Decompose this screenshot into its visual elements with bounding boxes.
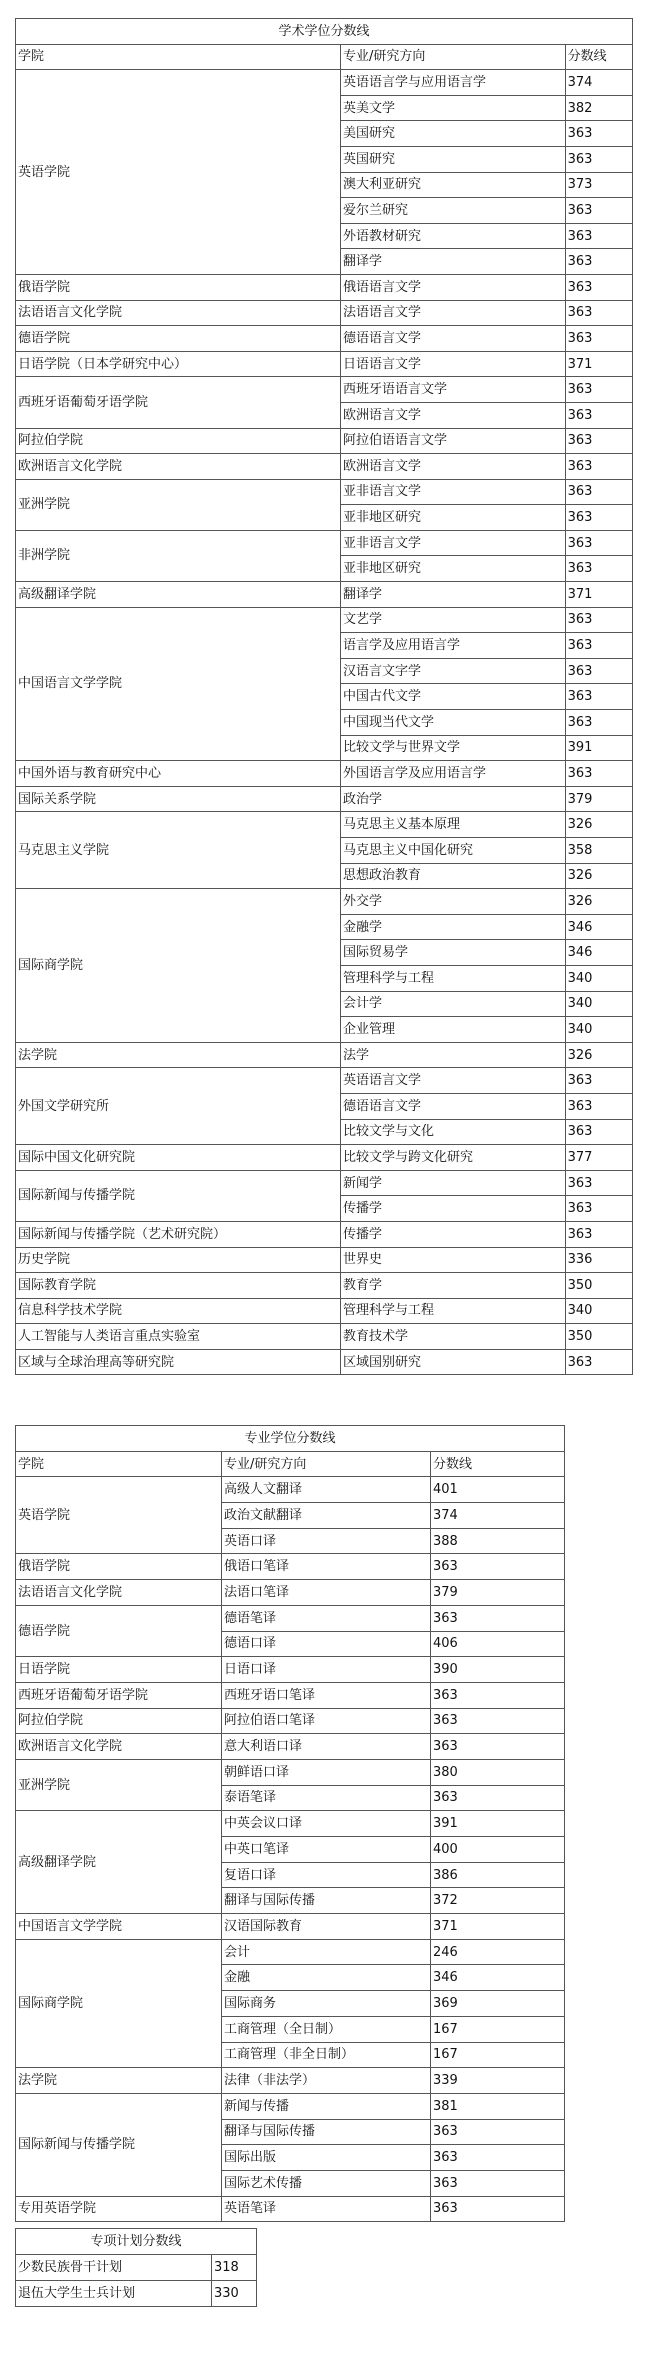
- major-cell: 日语语言文学: [340, 351, 565, 377]
- score-cell: 340: [565, 965, 632, 991]
- school-cell: 国际新闻与传播学院: [16, 2093, 222, 2196]
- major-cell: 比较文学与文化: [340, 1119, 565, 1145]
- score-cell: 363: [565, 326, 632, 352]
- table-row: [16, 1914, 565, 1940]
- table-row: [16, 2093, 565, 2119]
- score-cell: 388: [431, 1528, 565, 1554]
- major-cell: 金融: [222, 1965, 431, 1991]
- score-cell: 326: [565, 812, 632, 838]
- score-cell: 363: [565, 607, 632, 633]
- table-row: [16, 1682, 565, 1708]
- score-cell: 363: [565, 198, 632, 224]
- score-cell: 363: [431, 2196, 565, 2222]
- score-cell: 381: [431, 2093, 565, 2119]
- major-cell: 法语语言文学: [340, 300, 565, 326]
- table-row: [16, 607, 633, 633]
- score-cell: 391: [431, 1811, 565, 1837]
- major-cell: 国际艺术传播: [222, 2170, 431, 2196]
- major-cell: 泰语笔译: [222, 1785, 431, 1811]
- academic-table-title: 学术学位分数线: [16, 19, 633, 45]
- major-cell: 文艺学: [340, 607, 565, 633]
- school-cell: 日语学院: [16, 1657, 222, 1683]
- table-row: [16, 1759, 565, 1785]
- major-cell: 西班牙语口笔译: [222, 1682, 431, 1708]
- major-cell: 德语语言文学: [340, 1093, 565, 1119]
- school-cell: 国际新闻与传播学院: [16, 1170, 341, 1221]
- table-row: [16, 889, 633, 915]
- score-cell: 363: [565, 249, 632, 275]
- table-row: [16, 1554, 565, 1580]
- major-cell: 美国研究: [340, 121, 565, 147]
- major-cell: 国际商务: [222, 1991, 431, 2017]
- school-cell: 法语语言文化学院: [16, 1580, 222, 1606]
- school-cell: 德语学院: [16, 1605, 222, 1656]
- table-row: [16, 2255, 257, 2281]
- table-row: [16, 326, 633, 352]
- school-cell: 国际教育学院: [16, 1273, 341, 1299]
- score-cell: 167: [431, 2016, 565, 2042]
- major-cell: 西班牙语语言文学: [340, 377, 565, 403]
- major-cell: 管理科学与工程: [340, 965, 565, 991]
- academic-table-body: [16, 70, 633, 1375]
- table-row: [16, 582, 633, 608]
- score-cell: 400: [431, 1837, 565, 1863]
- score-cell: 363: [431, 2119, 565, 2145]
- major-cell: 会计学: [340, 991, 565, 1017]
- score-cell: 358: [565, 838, 632, 864]
- major-cell: 比较文学与跨文化研究: [340, 1145, 565, 1171]
- major-cell: 英语语言文学: [340, 1068, 565, 1094]
- score-cell: 377: [565, 1145, 632, 1171]
- table-row: [16, 351, 633, 377]
- major-cell: 传播学: [340, 1196, 565, 1222]
- score-cell: 363: [431, 1682, 565, 1708]
- school-cell: 英语学院: [16, 1477, 222, 1554]
- school-cell: 西班牙语葡萄牙语学院: [16, 1682, 222, 1708]
- score-cell: 363: [565, 223, 632, 249]
- table-row: [16, 761, 633, 787]
- major-cell: 新闻学: [340, 1170, 565, 1196]
- major-cell: 翻译与国际传播: [222, 2119, 431, 2145]
- school-cell: 国际关系学院: [16, 786, 341, 812]
- score-cell: 363: [431, 1554, 565, 1580]
- table-row: [16, 2196, 565, 2222]
- major-cell: 外交学: [340, 889, 565, 915]
- major-cell: 传播学: [340, 1221, 565, 1247]
- professional-table-title: 专业学位分数线: [16, 1426, 565, 1452]
- score-cell: 406: [431, 1631, 565, 1657]
- school-cell: 人工智能与人类语言重点实验室: [16, 1324, 341, 1350]
- major-cell: 德语口译: [222, 1631, 431, 1657]
- table-row: [16, 1580, 565, 1606]
- score-cell: 340: [565, 1298, 632, 1324]
- score-cell: 363: [565, 1119, 632, 1145]
- score-cell: 363: [565, 710, 632, 736]
- score-cell: 326: [565, 863, 632, 889]
- major-cell: 中英口笔译: [222, 1837, 431, 1863]
- major-cell: 复语口译: [222, 1862, 431, 1888]
- score-cell: 363: [565, 658, 632, 684]
- school-cell: 高级翻译学院: [16, 1811, 222, 1914]
- score-cell: 363: [565, 479, 632, 505]
- table-row: [16, 1221, 633, 1247]
- score-cell: 363: [565, 454, 632, 480]
- major-cell: 欧洲语言文学: [340, 402, 565, 428]
- score-cell: 350: [565, 1273, 632, 1299]
- table-row: [16, 1247, 633, 1273]
- major-cell: 工商管理（非全日制）: [222, 2042, 431, 2068]
- score-cell: 391: [565, 735, 632, 761]
- major-cell: 思想政治教育: [340, 863, 565, 889]
- score-cell: 372: [431, 1888, 565, 1914]
- school-cell: 西班牙语葡萄牙语学院: [16, 377, 341, 428]
- major-cell: 翻译与国际传播: [222, 1888, 431, 1914]
- major-cell: 爱尔兰研究: [340, 198, 565, 224]
- major-cell: 马克思主义基本原理: [340, 812, 565, 838]
- school-cell: 国际中国文化研究院: [16, 1145, 341, 1171]
- major-cell: 教育学: [340, 1273, 565, 1299]
- score-cell: 363: [565, 377, 632, 403]
- table-row: [16, 428, 633, 454]
- score-cell: 346: [431, 1965, 565, 1991]
- score-cell: 390: [431, 1657, 565, 1683]
- score-cell: 363: [565, 1196, 632, 1222]
- table-row: [16, 1734, 565, 1760]
- major-cell: 法学: [340, 1042, 565, 1068]
- school-cell: 区域与全球治理高等研究院: [16, 1349, 341, 1375]
- school-cell: 欧洲语言文化学院: [16, 1734, 222, 1760]
- score-cell: 340: [565, 991, 632, 1017]
- major-cell: 亚非语言文学: [340, 530, 565, 556]
- school-cell: 阿拉伯学院: [16, 1708, 222, 1734]
- major-cell: 阿拉伯语语言文学: [340, 428, 565, 454]
- table-row: [16, 300, 633, 326]
- score-cell: 363: [565, 633, 632, 659]
- major-cell: 英语笔译: [222, 2196, 431, 2222]
- table-row: [16, 1145, 633, 1171]
- table-row: [16, 1657, 565, 1683]
- school-cell: 中国外语与教育研究中心: [16, 761, 341, 787]
- score-cell: 371: [565, 582, 632, 608]
- major-cell: 世界史: [340, 1247, 565, 1273]
- school-cell: 历史学院: [16, 1247, 341, 1273]
- school-cell: 俄语学院: [16, 1554, 222, 1580]
- score-cell: 339: [431, 2068, 565, 2094]
- major-cell: 意大利语口译: [222, 1734, 431, 1760]
- score-cell: 363: [431, 1734, 565, 1760]
- school-cell: 亚洲学院: [16, 1759, 222, 1810]
- score-cell: 346: [565, 914, 632, 940]
- table-row: [16, 786, 633, 812]
- major-cell: 管理科学与工程: [340, 1298, 565, 1324]
- table-row: [16, 1068, 633, 1094]
- major-cell: 朝鲜语口译: [222, 1759, 431, 1785]
- score-cell: 363: [565, 1170, 632, 1196]
- table-row: [16, 70, 633, 96]
- table-row: [16, 1273, 633, 1299]
- professional-score-table: [15, 1425, 565, 2222]
- major-cell: 外语教材研究: [340, 223, 565, 249]
- table-row: [16, 1324, 633, 1350]
- major-cell: 英国研究: [340, 146, 565, 172]
- major-cell: 中国古代文学: [340, 684, 565, 710]
- score-cell: 346: [565, 940, 632, 966]
- score-cell: 363: [431, 1708, 565, 1734]
- score-cell: 371: [431, 1914, 565, 1940]
- score-cell: 363: [565, 1068, 632, 1094]
- school-cell: 外国文学研究所: [16, 1068, 341, 1145]
- header-major: 专业/研究方向: [222, 1451, 431, 1477]
- score-cell: 374: [565, 70, 632, 96]
- major-cell: 教育技术学: [340, 1324, 565, 1350]
- score-cell: 363: [431, 2145, 565, 2171]
- major-cell: 俄语口笔译: [222, 1554, 431, 1580]
- score-cell: 363: [431, 1605, 565, 1631]
- special-plan-score-table: [15, 2228, 257, 2307]
- plan-cell: 少数民族骨干计划: [16, 2255, 212, 2281]
- score-cell: 386: [431, 1862, 565, 1888]
- score-cell: 374: [431, 1503, 565, 1529]
- school-cell: 国际新闻与传播学院（艺术研究院）: [16, 1221, 341, 1247]
- score-cell: 326: [565, 889, 632, 915]
- table-row: [16, 2068, 565, 2094]
- school-cell: 法语语言文化学院: [16, 300, 341, 326]
- major-cell: 俄语语言文学: [340, 274, 565, 300]
- major-cell: 马克思主义中国化研究: [340, 838, 565, 864]
- major-cell: 国际贸易学: [340, 940, 565, 966]
- school-cell: 中国语言文学学院: [16, 1914, 222, 1940]
- school-cell: 国际商学院: [16, 889, 341, 1043]
- score-cell: 363: [565, 530, 632, 556]
- major-cell: 法语口笔译: [222, 1580, 431, 1606]
- major-cell: 企业管理: [340, 1017, 565, 1043]
- special-table-title: 专项计划分数线: [16, 2229, 257, 2255]
- score-cell: 330: [212, 2281, 257, 2307]
- score-cell: 363: [565, 684, 632, 710]
- score-cell: 369: [431, 1991, 565, 2017]
- school-cell: 法学院: [16, 1042, 341, 1068]
- score-cell: 363: [565, 402, 632, 428]
- school-cell: 日语学院（日本学研究中心）: [16, 351, 341, 377]
- score-cell: 363: [565, 146, 632, 172]
- header-major: 专业/研究方向: [340, 44, 565, 70]
- school-cell: 中国语言文学学院: [16, 607, 341, 761]
- major-cell: 会计: [222, 1939, 431, 1965]
- major-cell: 汉语国际教育: [222, 1914, 431, 1940]
- score-cell: 380: [431, 1759, 565, 1785]
- major-cell: 比较文学与世界文学: [340, 735, 565, 761]
- table-row: [16, 1349, 633, 1375]
- table-row: [16, 530, 633, 556]
- table-row: [16, 1811, 565, 1837]
- score-cell: 340: [565, 1017, 632, 1043]
- score-cell: 363: [565, 1221, 632, 1247]
- score-cell: 363: [565, 761, 632, 787]
- school-cell: 马克思主义学院: [16, 812, 341, 889]
- score-cell: 382: [565, 95, 632, 121]
- professional-table-body: [16, 1477, 565, 2222]
- major-cell: 翻译学: [340, 582, 565, 608]
- score-cell: 363: [565, 556, 632, 582]
- table-row: [16, 1042, 633, 1068]
- table-row: [16, 454, 633, 480]
- school-cell: 亚洲学院: [16, 479, 341, 530]
- score-cell: 336: [565, 1247, 632, 1273]
- major-cell: 国际出版: [222, 2145, 431, 2171]
- special-table-body: [16, 2255, 257, 2307]
- school-cell: 法学院: [16, 2068, 222, 2094]
- major-cell: 翻译学: [340, 249, 565, 275]
- table-row: [16, 812, 633, 838]
- header-score: 分数线: [565, 44, 632, 70]
- score-cell: 379: [565, 786, 632, 812]
- score-cell: 363: [565, 428, 632, 454]
- major-cell: 亚非地区研究: [340, 556, 565, 582]
- major-cell: 英美文学: [340, 95, 565, 121]
- table-row: [16, 1298, 633, 1324]
- major-cell: 日语口译: [222, 1657, 431, 1683]
- major-cell: 工商管理（全日制）: [222, 2016, 431, 2042]
- school-cell: 俄语学院: [16, 274, 341, 300]
- score-cell: 363: [565, 300, 632, 326]
- score-cell: 363: [565, 121, 632, 147]
- school-cell: 国际商学院: [16, 1939, 222, 2067]
- score-cell: 379: [431, 1580, 565, 1606]
- score-cell: 371: [565, 351, 632, 377]
- major-cell: 英语口译: [222, 1528, 431, 1554]
- major-cell: 金融学: [340, 914, 565, 940]
- major-cell: 高级人文翻译: [222, 1477, 431, 1503]
- academic-score-table: [15, 18, 633, 1375]
- major-cell: 新闻与传播: [222, 2093, 431, 2119]
- table-row: [16, 1477, 565, 1503]
- major-cell: 英语语言学与应用语言学: [340, 70, 565, 96]
- school-cell: 高级翻译学院: [16, 582, 341, 608]
- header-school: 学院: [16, 44, 341, 70]
- major-cell: 政治学: [340, 786, 565, 812]
- major-cell: 法律（非法学）: [222, 2068, 431, 2094]
- major-cell: 欧洲语言文学: [340, 454, 565, 480]
- school-cell: 德语学院: [16, 326, 341, 352]
- school-cell: 欧洲语言文化学院: [16, 454, 341, 480]
- score-cell: 326: [565, 1042, 632, 1068]
- score-cell: 246: [431, 1939, 565, 1965]
- score-cell: 363: [565, 1093, 632, 1119]
- header-score: 分数线: [431, 1451, 565, 1477]
- major-cell: 德语笔译: [222, 1605, 431, 1631]
- major-cell: 阿拉伯语口笔译: [222, 1708, 431, 1734]
- major-cell: 中英会议口译: [222, 1811, 431, 1837]
- school-cell: 专用英语学院: [16, 2196, 222, 2222]
- major-cell: 语言学及应用语言学: [340, 633, 565, 659]
- table-row: [16, 2281, 257, 2307]
- table-row: [16, 1939, 565, 1965]
- score-cell: 401: [431, 1477, 565, 1503]
- table-row: [16, 1708, 565, 1734]
- school-cell: 阿拉伯学院: [16, 428, 341, 454]
- major-cell: 外国语言学及应用语言学: [340, 761, 565, 787]
- table-row: [16, 377, 633, 403]
- header-school: 学院: [16, 1451, 222, 1477]
- major-cell: 澳大利亚研究: [340, 172, 565, 198]
- score-cell: 363: [565, 274, 632, 300]
- score-cell: 363: [431, 1785, 565, 1811]
- major-cell: 德语语言文学: [340, 326, 565, 352]
- table-row: [16, 1605, 565, 1631]
- score-cell: 363: [565, 505, 632, 531]
- plan-cell: 退伍大学生士兵计划: [16, 2281, 212, 2307]
- table-row: [16, 274, 633, 300]
- score-cell: 373: [565, 172, 632, 198]
- score-cell: 318: [212, 2255, 257, 2281]
- score-cell: 167: [431, 2042, 565, 2068]
- score-cell: 363: [431, 2170, 565, 2196]
- school-cell: 非洲学院: [16, 530, 341, 581]
- score-cell: 350: [565, 1324, 632, 1350]
- major-cell: 区域国别研究: [340, 1349, 565, 1375]
- school-cell: 信息科学技术学院: [16, 1298, 341, 1324]
- major-cell: 亚非语言文学: [340, 479, 565, 505]
- table-row: [16, 1170, 633, 1196]
- table-row: [16, 479, 633, 505]
- major-cell: 中国现当代文学: [340, 710, 565, 736]
- major-cell: 政治文献翻译: [222, 1503, 431, 1529]
- major-cell: 亚非地区研究: [340, 505, 565, 531]
- score-cell: 363: [565, 1349, 632, 1375]
- major-cell: 汉语言文字学: [340, 658, 565, 684]
- school-cell: 英语学院: [16, 70, 341, 275]
